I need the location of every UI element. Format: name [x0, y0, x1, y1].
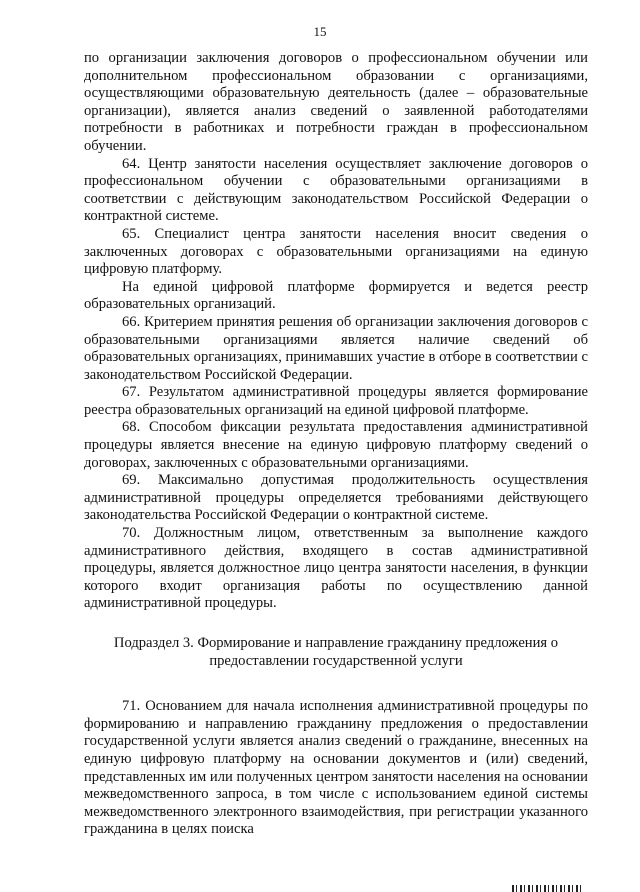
paragraph-65: 65. Специалист центра занятости населения вносит сведения о заключенных договорах с образовательными организациями на единую цифровую платформу.: [84, 225, 588, 278]
paragraph-continuation: по организации заключения договоров о профессиональном обучении или дополнительном профессиональном образовании с организациями, осуществляющими образовательную деятельность (далее – образовательные организации), является анализ сведений о заявленной работодателями потребности в работниках и потребности граждан в профессиональном обучении.: [84, 50, 588, 154]
paragraph-67: 67. Результатом административной процедуры является формирование реестра образовательных организаций на единой цифровой платформе.: [84, 384, 588, 418]
paragraph-registry: На единой цифровой платформе формируется и ведется реестр образовательных организаций.: [84, 278, 588, 313]
subsection-heading: Подраздел 3. Формирование и направление гражданину предложения о предоставлении государственной услуги: [113, 635, 559, 669]
paragraph-71: 71. Основанием для начала исполнения административной процедуры по формированию и направлению гражданину предложения о предоставлении государственной услуги является анализ сведений о гражданине, внесенных на единую цифровую платформу на основании документов и (или) сведений, представленных им или полученных центром занятости населения на основании межведомственного запроса, в том числе с использованием единой системы межведомственного электронного взаимодействия, при регистрации указанного гражданина в целях поиска: [84, 698, 588, 838]
paragraph-64: 64. Центр занятости населения осуществляет заключение договоров о профессиональном обучении с образовательными организациями в соответствии с действующим законодательством Российской Федерации о контрактной системе.: [84, 155, 588, 225]
page-number: 15: [313, 24, 327, 39]
paragraph-66: 66. Критерием принятия решения об организации заключения договоров с образовательными организациями является наличие сведений об образовательных организациях, принимавших участие в отборе в соответствии с законодательством Российской Федерации.: [84, 313, 588, 383]
paragraph-69: 69. Максимально допустимая продолжительность осуществления административной процедуры определяется требованиями действующего законодательства Российской Федерации о контрактной системе.: [84, 472, 588, 524]
paragraph-70: 70. Должностным лицом, ответственным за выполнение каждого административного действия, входящего в состав административной процедуры, является должностное лицо центра занятости населения, в функции которого входит организация работы по осуществлению данной административной процедуры.: [84, 525, 588, 612]
scan-edge-marks: [512, 885, 582, 892]
paragraph-68: 68. Способом фиксации результата предоставления административной процедуры является внесение на единую цифровую платформу сведений о договорах, заключенных с образовательными организациями.: [84, 419, 588, 471]
document-body: [84, 50, 588, 839]
